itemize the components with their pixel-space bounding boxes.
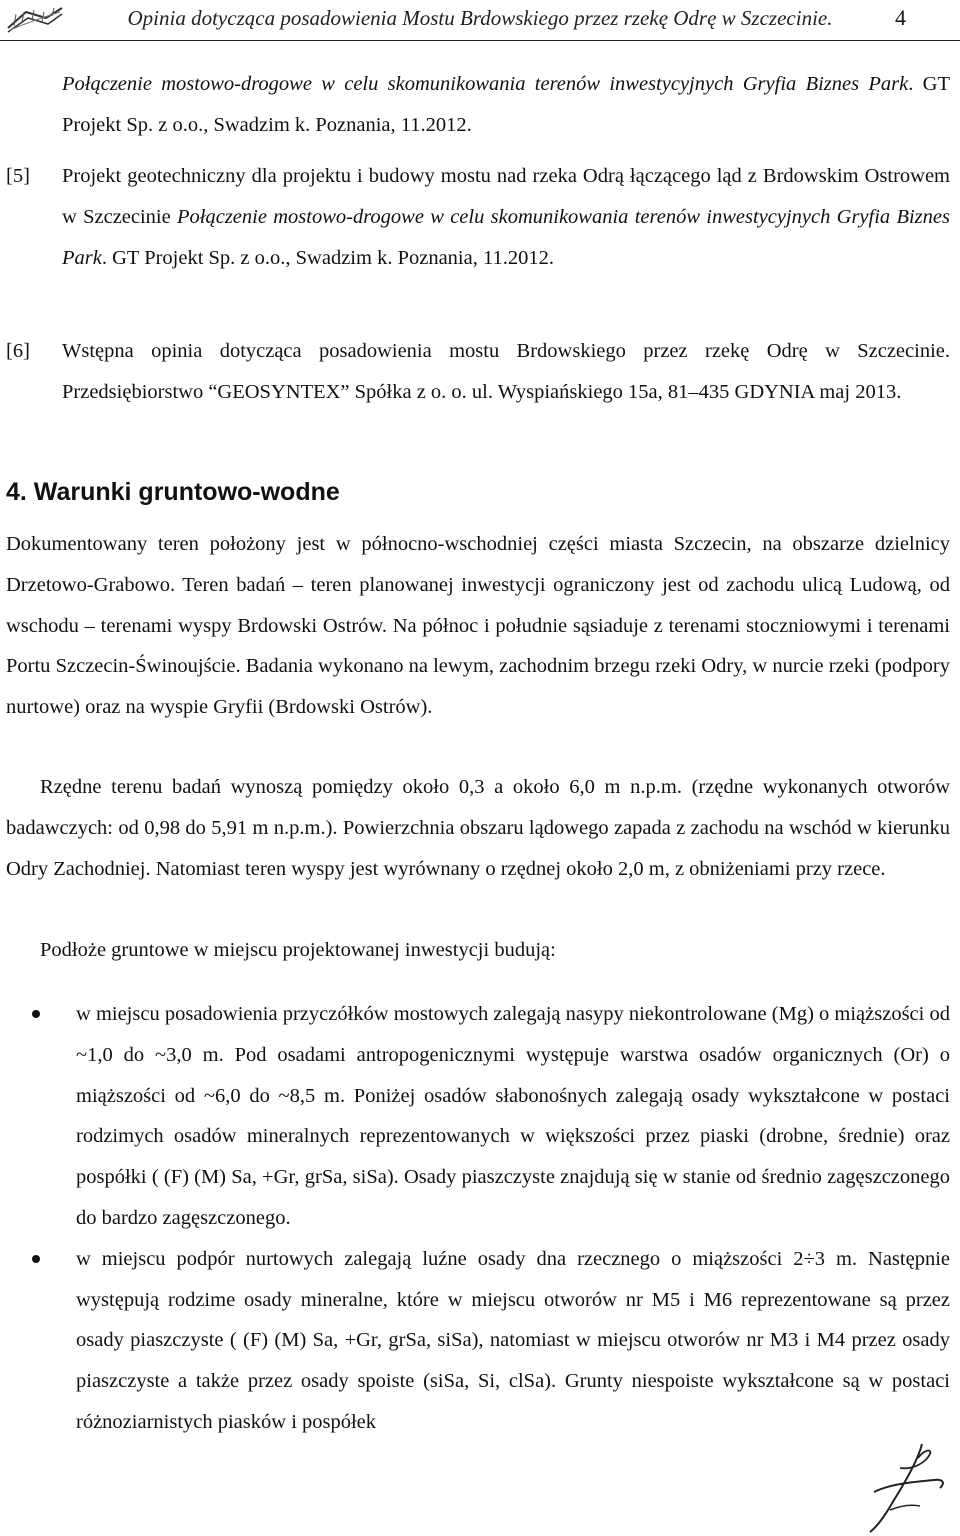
paragraph: Dokumentowany teren położony jest w północno-wschodniej części miasta Szczecin, na obszarze dzielnicy Drzetowo-Grabowo. Teren badań – teren planowanej inwestycji ograniczony jest od zachodu ulicą Ludową, od wschodu – terenami wyspy Brdowski Ostrów. Na północ i południe sąsiaduje z terenami stoczniowymi i terenami Portu Szczecin-Świnoujście. Badania wykonano na lewym, zachodnim brzegu rzeki Odry, w nurcie rzeki (podpory nurtowe) oraz na wyspie Gryfii (Brdowski Ostrów). xyxy=(6,533,950,719)
list-item xyxy=(6,1239,950,1443)
list-item-text: w miejscu podpór nurtowych zalegają luźne osady dna rzecznego o miąższości 2÷3 m. Następnie występują rodzime osady mineralne, które w miejscu otworów nr M5 i M6 reprezentowane są przez osady piaszczyste ( (F) (M) Sa, +Gr, grSa, siSa), natomiast w miejscu otworów nr M3 i M4 przez osady piaszczyste a także przez osady spoiste (siSa, Si, clSa). Grunty niespoiste wykształcone są w postaci różnoziarnistych piasków i pospółek xyxy=(76,1247,950,1433)
continuation-italic: Połączenie mostowo-drogowe w celu skomunikowania terenów inwestycyjnych Gryfia Biznes Park xyxy=(62,73,909,95)
reference-italic: Połączenie mostowo-drogowe w celu skomunikowania terenów inwestycyjnych Gryfia Biznes Park xyxy=(62,205,950,269)
bullet-list xyxy=(6,994,950,1443)
reference-number: [5] xyxy=(6,165,30,187)
page-number: 4 xyxy=(895,5,906,30)
list-item-text: w miejscu posadowienia przyczółków mostowych zalegają nasypy niekontrolowane (Mg) o miąższości od ~1,0 do ~3,0 m. Pod osadami antropogenicznymi występuje warstwa osadów organicznych (Or) o miąższości od ~6,0 do ~8,5 m. Poniżej osadów słabonośnych zalegają osady wykształcone w postaci rodzimych osadów mineralnych reprezentowanych w większości przez piaski (drobne, średnie) oraz pospółki ( (F) (M) Sa, +Gr, grSa, siSa). Osady piaszczyste znajdują się w stanie od średnio zagęszczonego do bardzo zagęszczonego. xyxy=(76,1003,950,1229)
reference-continuation xyxy=(6,64,950,146)
reference-number: [6] xyxy=(6,340,30,362)
reference-item xyxy=(6,156,950,278)
page-header xyxy=(0,0,960,41)
paragraph: Rzędne terenu badań wynoszą pomiędzy około 0,3 a około 6,0 m n.p.m. (rzędne wykonanych otworów badawczych: od 0,98 do 5,91 m n.p.m.). Powierzchnia obszaru lądowego zapada z zachodu na wschód w kierunku Odry Zachodniej. Natomiast teren wyspy jest wyrównany o rzędnej około 2,0 m, z obniżeniami przy rzece. xyxy=(6,776,950,880)
bullet-icon xyxy=(32,1255,40,1263)
reference-text: Projekt geotechniczny dla projektu i budowy mostu nad rzeka Odrą łączącego ląd z Brdowskim Ostrowem w Szczecinie xyxy=(62,165,950,228)
reference-item xyxy=(6,331,950,413)
continuation-rest: . GT Projekt Sp. z o.o., Swadzim k. Poznania, 11.2012. xyxy=(62,73,951,136)
section-heading: 4. Warunki gruntowo-wodne xyxy=(6,478,340,506)
reference-text-end: . GT Projekt Sp. z o.o., Swadzim k. Poznania, 11.2012. xyxy=(101,246,554,269)
header-title: Opinia dotycząca posadowienia Mostu Brdowskiego przez rzekę Odrę w Szczecinie. xyxy=(127,6,833,30)
reference-text: Wstępna opinia dotycząca posadowienia mostu Brdowskiego przez rzekę Odrę w Szczecinie. Przedsiębiorstwo “GEOSYNTEX” Spółka z o. o. ul. Wyspiańskiego 15a, 81–435 GDYNIA maj 2013. xyxy=(62,340,950,403)
signature-icon xyxy=(860,1440,950,1536)
list-item xyxy=(6,994,950,1239)
bullet-icon xyxy=(32,1010,40,1018)
paragraph: Podłoże gruntowe w miejscu projektowanej inwestycji budują: xyxy=(40,939,556,961)
